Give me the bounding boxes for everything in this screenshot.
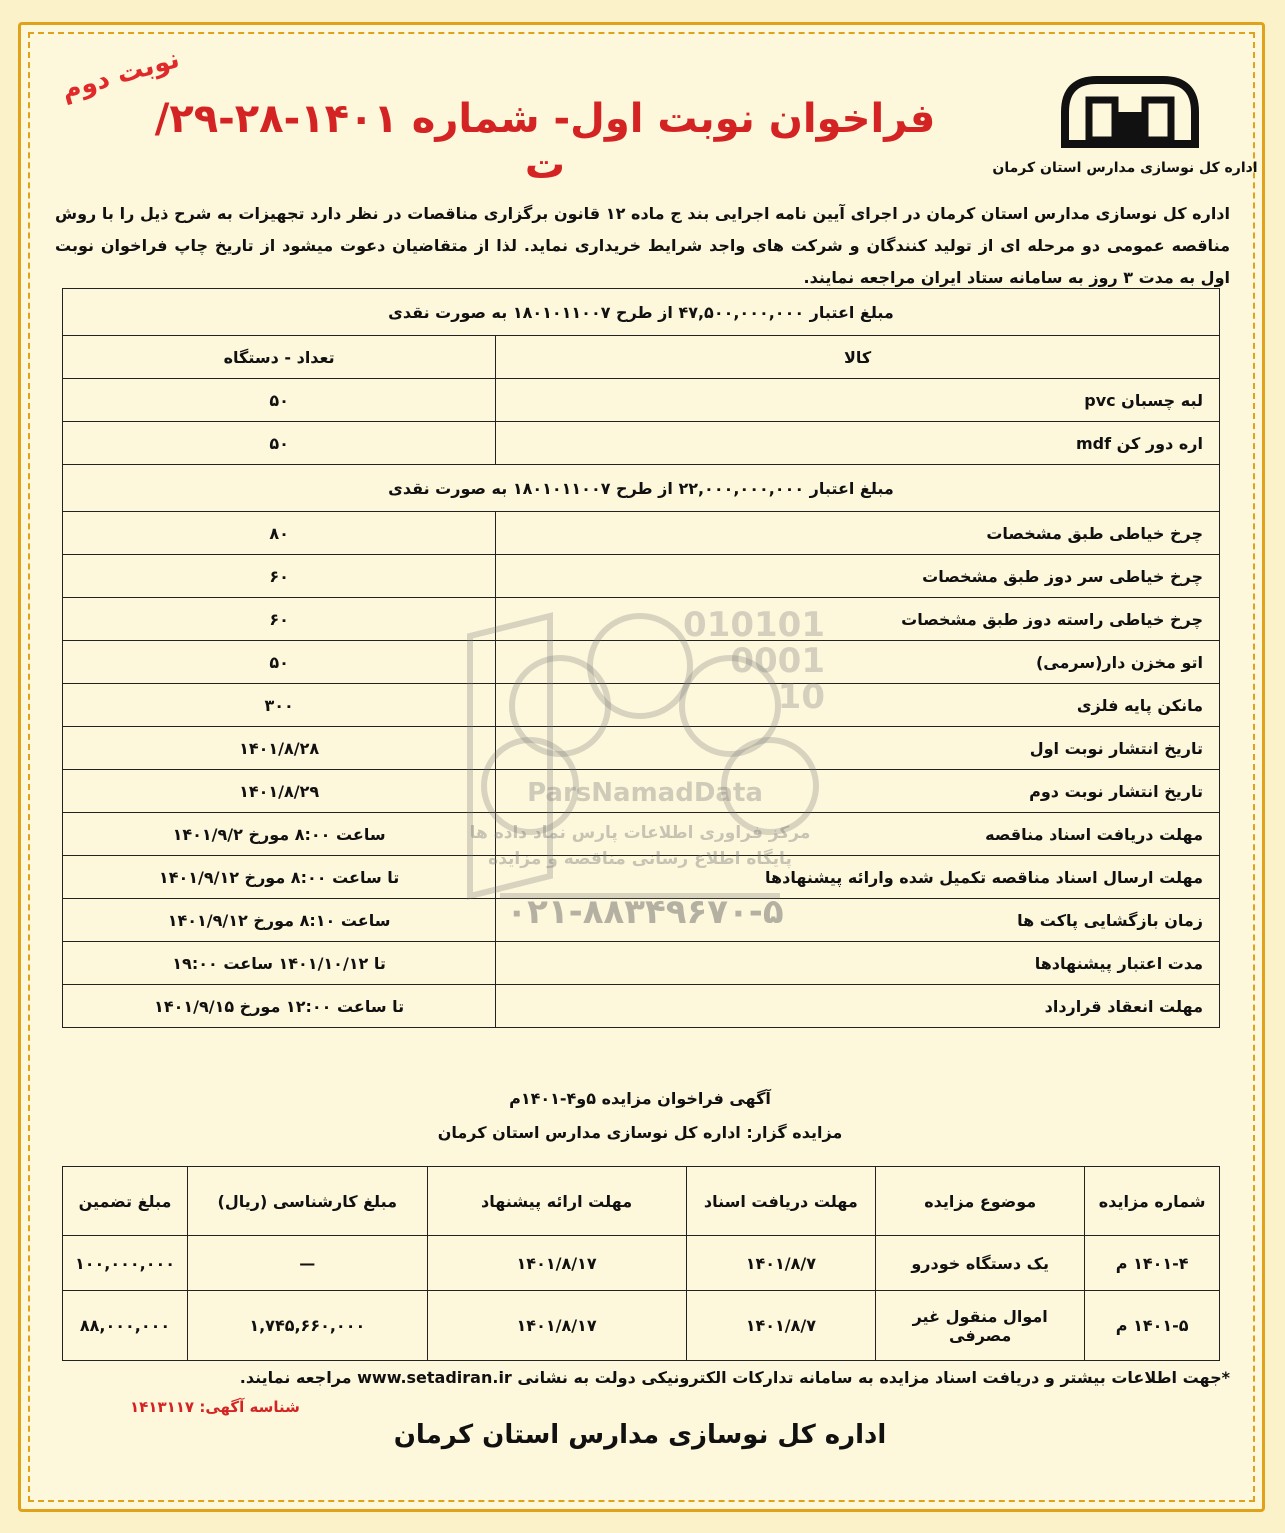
schedule-label: زمان بازگشایی پاکت ها	[496, 899, 1220, 942]
schedule-label: مهلت انعقاد قرارداد	[496, 985, 1220, 1028]
intro-paragraph: اداره کل نوسازی مدارس استان کرمان در اجرای آیین نامه اجرایی بند ج ماده ۱۲ قانون برگزاری مناقصات در نظر دارد تجهیزات به شرح ذیل را با روش مناقصه عمومی دو مرحله ای از تولید کنندگان و شرکت های واجد شرایط خریداری نماید. لذا از متقاضیان دعوت میشود از تاریخ چاپ فراخوان نوبت اول به مدت ۳ روز به سامانه ستاد ایران مراجعه نمایند.	[55, 204, 1231, 287]
svg-text:0001: 0001	[730, 641, 825, 681]
credit-row-2: مبلغ اعتبار ۲۲,۰۰۰,۰۰۰,۰۰۰ از طرح ۱۸۰۱۰۱۱۰۰۷ به صورت نقدی	[63, 465, 1220, 512]
item-name: چرخ خیاطی سر دوز طبق مشخصات	[496, 555, 1220, 598]
schedule-label: تاریخ انتشار نوبت اول	[496, 727, 1220, 770]
auction-subject: اموال منقول غیر مصرفی	[876, 1291, 1085, 1361]
table-row	[63, 1291, 1220, 1361]
item-name: چرخ خیاطی راسته دوز طبق مشخصات	[496, 598, 1220, 641]
organization-logo-icon	[1055, 72, 1205, 152]
table-row	[63, 512, 1220, 555]
schedule-value: ۱۴۰۱/۸/۲۹	[63, 770, 496, 813]
table-row	[63, 1236, 1220, 1291]
table-row	[63, 641, 1220, 684]
item-qty: ۶۰	[63, 598, 496, 641]
item-qty: ۸۰	[63, 512, 496, 555]
schedule-label: مهلت دریافت اسناد مناقصه	[496, 813, 1220, 856]
item-qty: ۵۰	[63, 641, 496, 684]
column-header: مهلت ارائه پیشنهاد	[427, 1167, 686, 1236]
column-header: مبلغ تضمین	[63, 1167, 188, 1236]
item-name: اره دور کن mdf	[496, 422, 1220, 465]
item-name: لبه چسبان pvc	[496, 379, 1220, 422]
column-header-qty: تعداد - دستگاه	[63, 336, 496, 379]
auction-table	[62, 1166, 1220, 1361]
documents-deadline: ۱۴۰۱/۸/۷	[686, 1291, 875, 1361]
watermark-brand: ParsNamadData	[527, 778, 763, 808]
item-name: اتو مخزن دار(سرمی)	[496, 641, 1220, 684]
proposal-deadline: ۱۴۰۱/۸/۱۷	[427, 1291, 686, 1361]
table-row	[63, 379, 1220, 422]
appraised-amount: —	[188, 1236, 427, 1291]
footer-signature: اداره کل نوسازی مدارس استان کرمان	[393, 1420, 887, 1450]
auction-subject: یک دستگاه خودرو	[876, 1236, 1085, 1291]
round-stamp: نوبت دوم	[58, 43, 183, 107]
ad-code: شناسه آگهی: ۱۴۱۳۱۱۷	[130, 1398, 300, 1416]
table-row	[63, 684, 1220, 727]
info-note: *جهت اطلاعات بیشتر و دریافت اسناد مزایده به سامانه تدارکات الکترونیکی دولت به نشانی www.setadiran.ir مراجعه نمایند.	[239, 1368, 1230, 1387]
column-header: موضوع مزایده	[876, 1167, 1085, 1236]
column-header: مبلغ کارشناسی (ریال)	[188, 1167, 427, 1236]
documents-deadline: ۱۴۰۱/۸/۷	[686, 1236, 875, 1291]
schedule-label: مدت اعتبار پیشنهادها	[496, 942, 1220, 985]
logo-caption: اداره کل نوسازی مدارس استان کرمان	[992, 160, 1258, 176]
schedule-value: ساعت ۸:۰۰ مورخ ۱۴۰۱/۹/۲	[63, 813, 496, 856]
svg-text:010101: 010101	[683, 605, 825, 645]
auction-organizer: مزایده گزار: اداره کل نوسازی مدارس استان کرمان	[437, 1123, 843, 1142]
page-title: فراخوان نوبت اول- شماره ۱۴۰۱-۲۸-۲۹/ ت	[154, 96, 936, 188]
watermark-line-2: پایگاه اطلاع رسانی مناقصه و مزایده	[488, 849, 792, 869]
credit-row-1: مبلغ اعتبار ۴۷,۵۰۰,۰۰۰,۰۰۰ از طرح ۱۸۰۱۰۱۱۰۰۷ به صورت نقدی	[63, 289, 1220, 336]
item-name: مانکن پایه فلزی	[496, 684, 1220, 727]
auction-number: ۱۴۰۱-۵ م	[1085, 1291, 1220, 1361]
schedule-value: تا ساعت ۱۲:۰۰ مورخ ۱۴۰۱/۹/۱۵	[63, 985, 496, 1028]
schedule-row	[63, 727, 1220, 770]
table-row	[63, 422, 1220, 465]
schedule-row	[63, 985, 1220, 1028]
schedule-value: ساعت ۸:۱۰ مورخ ۱۴۰۱/۹/۱۲	[63, 899, 496, 942]
schedule-row	[63, 942, 1220, 985]
item-qty: ۵۰	[63, 422, 496, 465]
auction-heading	[300, 1082, 980, 1150]
column-header: شماره مزایده	[1085, 1167, 1220, 1236]
item-qty: ۵۰	[63, 379, 496, 422]
table-row	[63, 555, 1220, 598]
item-name: چرخ خیاطی طبق مشخصات	[496, 512, 1220, 555]
guarantee-amount: ۸۸,۰۰۰,۰۰۰	[63, 1291, 188, 1361]
auction-number: ۱۴۰۱-۴ م	[1085, 1236, 1220, 1291]
guarantee-amount: ۱۰۰,۰۰۰,۰۰۰	[63, 1236, 188, 1291]
proposal-deadline: ۱۴۰۱/۸/۱۷	[427, 1236, 686, 1291]
column-header-item: کالا	[496, 336, 1220, 379]
watermark-phone: ۰۲۱-۸۸۳۴۹۶۷۰-۵	[506, 892, 784, 932]
schedule-label: مهلت ارسال اسناد مناقصه تکمیل شده وارائه پیشنهادها	[496, 856, 1220, 899]
watermark-line-1: مرکز فراوری اطلاعات پارس نماد داده ها	[469, 823, 811, 843]
auction-title: آگهی فراخوان مزایده ۵و۴-۱۴۰۱م	[509, 1089, 771, 1108]
svg-text:10: 10	[777, 677, 825, 717]
schedule-value: ۱۴۰۱/۸/۲۸	[63, 727, 496, 770]
table-row	[63, 598, 1220, 641]
schedule-label: تاریخ انتشار نوبت دوم	[496, 770, 1220, 813]
watermark-caption	[440, 820, 840, 872]
column-header: مهلت دریافت اسناد	[686, 1167, 875, 1236]
appraised-amount: ۱,۷۴۵,۶۶۰,۰۰۰	[188, 1291, 427, 1361]
item-qty: ۳۰۰	[63, 684, 496, 727]
schedule-value: تا ۱۴۰۱/۱۰/۱۲ ساعت ۱۹:۰۰	[63, 942, 496, 985]
item-qty: ۶۰	[63, 555, 496, 598]
schedule-value: تا ساعت ۸:۰۰ مورخ ۱۴۰۱/۹/۱۲	[63, 856, 496, 899]
